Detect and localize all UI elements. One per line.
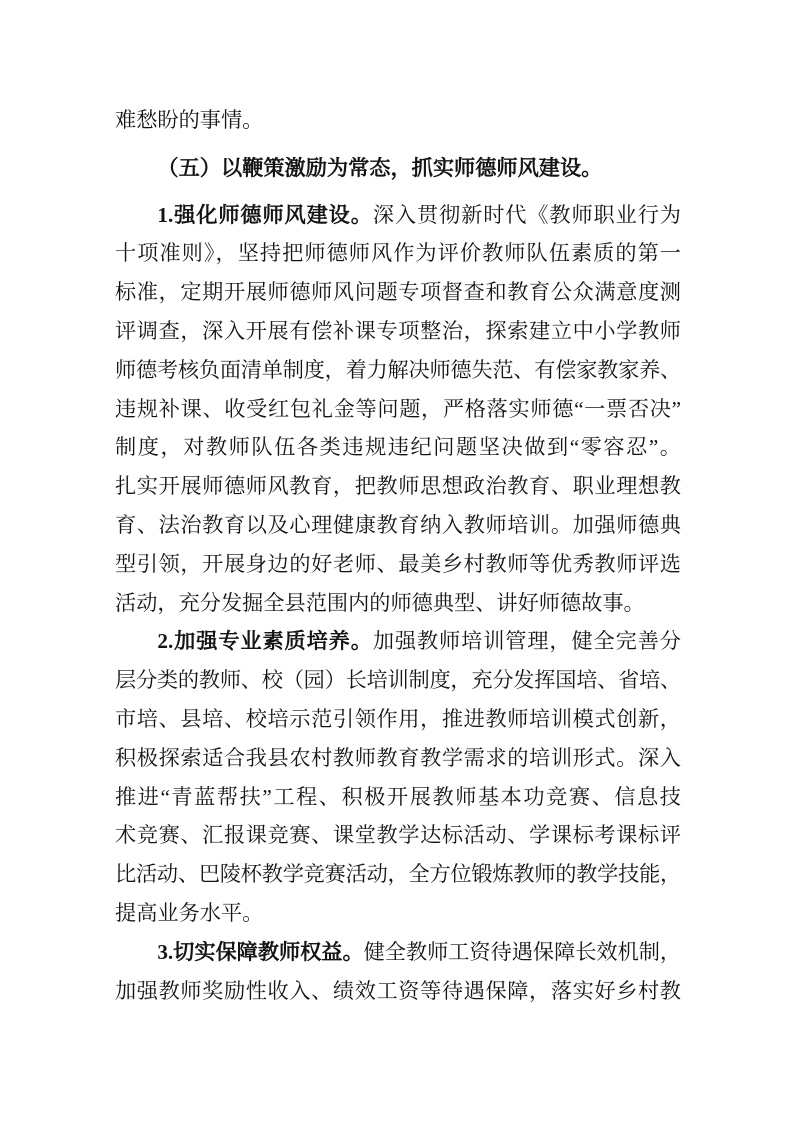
text-line	[115, 428, 681, 467]
section-heading	[115, 149, 681, 188]
line-text: 评调查，深入开展有偿补课专项整治，探索建立中小学教师	[115, 318, 681, 343]
line-text: 市培、县培、校培示范引领作用，推进教师培训模式创新，	[115, 706, 681, 731]
text-line	[115, 816, 681, 855]
text-line	[115, 933, 681, 972]
line-text: 十项准则》，坚持把师德师风作为评价教师队伍素质的第一	[115, 241, 681, 266]
document-body	[115, 101, 681, 1010]
line-text: 深入贯彻新时代《教师职业行为	[372, 202, 681, 227]
paragraph-1	[115, 196, 681, 623]
text-line	[115, 700, 681, 739]
line-text: 难愁盼的事情。	[115, 108, 264, 132]
text-line	[115, 622, 681, 661]
paragraph-number-lead: 2.加强专业素质培养。	[157, 629, 373, 654]
paragraph-continuation	[115, 101, 681, 140]
line-text: 积极探索适合我县农村教师教育教学需求的培训形式。深入	[115, 745, 681, 770]
text-line	[115, 739, 681, 778]
text-line	[115, 584, 681, 623]
text-line	[115, 273, 681, 312]
text-line	[115, 101, 681, 140]
line-text: 推进“青蓝帮扶”工程、积极开展教师基本功竞赛、信息技	[115, 784, 681, 809]
text-line	[115, 467, 681, 506]
line-text: 活动，充分发掘全县范围内的师德典型、讲好师德故事。	[115, 590, 645, 615]
line-text: 层分类的教师、校（园）长培训制度，充分发挥国培、省培、	[115, 668, 681, 693]
text-line	[115, 778, 681, 817]
line-text: 标准，定期开展师德师风问题专项督查和教育公众满意度测	[115, 280, 681, 305]
text-line	[115, 894, 681, 933]
line-text: 加强教师培训管理，健全完善分	[372, 629, 681, 654]
text-line	[115, 661, 681, 700]
text-line	[115, 545, 681, 584]
line-text: 健全教师工资待遇保障长效机制，	[363, 939, 681, 964]
text-line	[115, 351, 681, 390]
line-text: 型引领，开展身边的好老师、最美乡村教师等优秀教师评选	[115, 551, 681, 576]
line-text: 师德考核负面清单制度，着力解决师德失范、有偿家教家养、	[115, 357, 681, 382]
line-text: 比活动、巴陵杯教学竞赛活动，全方位锻炼教师的教学技能，	[115, 862, 681, 887]
line-text: 制度，对教师队伍各类违规违纪问题坚决做到“零容忍”。	[115, 435, 681, 460]
line-text: 提高业务水平。	[115, 900, 264, 925]
paragraph-3	[115, 933, 681, 1011]
line-text: 术竞赛、汇报课竞赛、课堂教学达标活动、学课标考课标评	[115, 823, 681, 848]
text-line	[115, 149, 681, 188]
text-line	[115, 312, 681, 351]
paragraph-number-lead: 3.切实保障教师权益。	[157, 939, 364, 964]
text-line	[115, 390, 681, 429]
text-line	[115, 196, 681, 235]
line-text: 加强教师奖励性收入、绩效工资等待遇保障，落实好乡村教	[115, 978, 681, 1003]
line-text: 扎实开展师德师风教育，把教师思想政治教育、职业理想教	[115, 474, 681, 499]
text-line	[115, 506, 681, 545]
line-text: 育、法治教育以及心理健康教育纳入教师培训。加强师德典	[115, 512, 681, 537]
text-line	[115, 972, 681, 1011]
line-text: 违规补课、收受红包礼金等问题，严格落实师德“一票否决”	[115, 396, 681, 421]
text-line	[115, 855, 681, 894]
line-text: （五）以鞭策激励为常态，抓实师德师风建设。	[157, 155, 603, 180]
text-line	[115, 234, 681, 273]
paragraph-number-lead: 1.强化师德师风建设。	[157, 202, 373, 227]
paragraph-2	[115, 622, 681, 932]
